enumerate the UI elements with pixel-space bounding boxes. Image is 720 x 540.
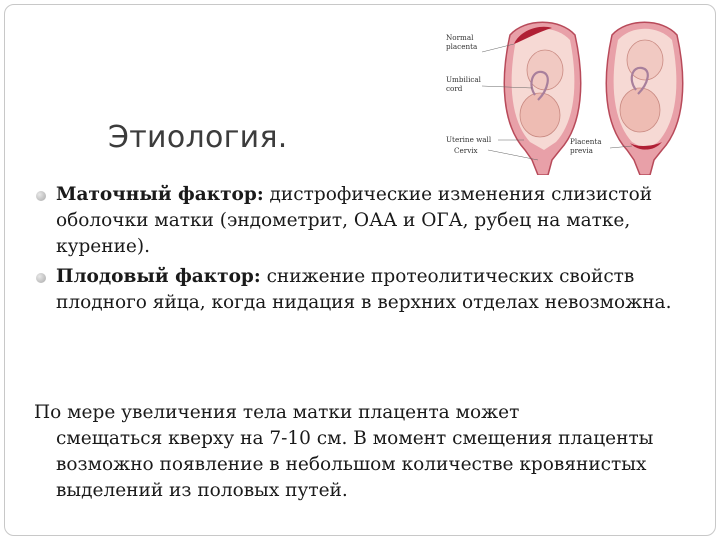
bullet-item: [34, 264, 674, 316]
label-placenta-previa-1: Placenta: [570, 137, 602, 146]
bullet-text: снижение протеолитических свойств плодного яйца, когда нидация в верхних отделах невозможна.: [56, 266, 672, 313]
bullet-list: [34, 182, 674, 320]
body-paragraph: [34, 400, 684, 504]
bullet-term: Плодовый фактор:: [56, 266, 261, 287]
bullet-icon: [36, 191, 46, 201]
bullet-text: дистрофические изменения слизистой оболочки матки (эндометрит, ОАА и ОГА, рубец на матке, курение).: [56, 184, 653, 257]
label-cervix: Cervix: [454, 146, 478, 155]
label-placenta-previa-2: previa: [570, 146, 593, 155]
placenta-illustration: [440, 10, 705, 175]
label-normal-placenta-1: Normal: [446, 33, 474, 42]
uterus-diagram: [440, 10, 705, 175]
uterus-previa: [606, 22, 682, 175]
label-uterine-wall: Uterine wall: [446, 135, 492, 144]
bullet-term: Маточный фактор:: [56, 184, 264, 205]
paragraph-rest: смещаться кверху на 7-10 см. В момент смещения плаценты возможно появление в небольшом количестве кровянистых выделений из половых путей.: [56, 428, 654, 501]
paragraph-first-line: По мере увеличения тела матки плацента может: [34, 402, 520, 423]
slide-title: Этиология.: [108, 120, 288, 155]
bullet-item: [34, 182, 674, 260]
bullet-icon: [36, 273, 46, 283]
label-umbilical-cord-2: cord: [446, 84, 463, 93]
label-umbilical-cord-1: Umbilical: [446, 75, 481, 84]
label-normal-placenta-2: placenta: [446, 42, 478, 51]
